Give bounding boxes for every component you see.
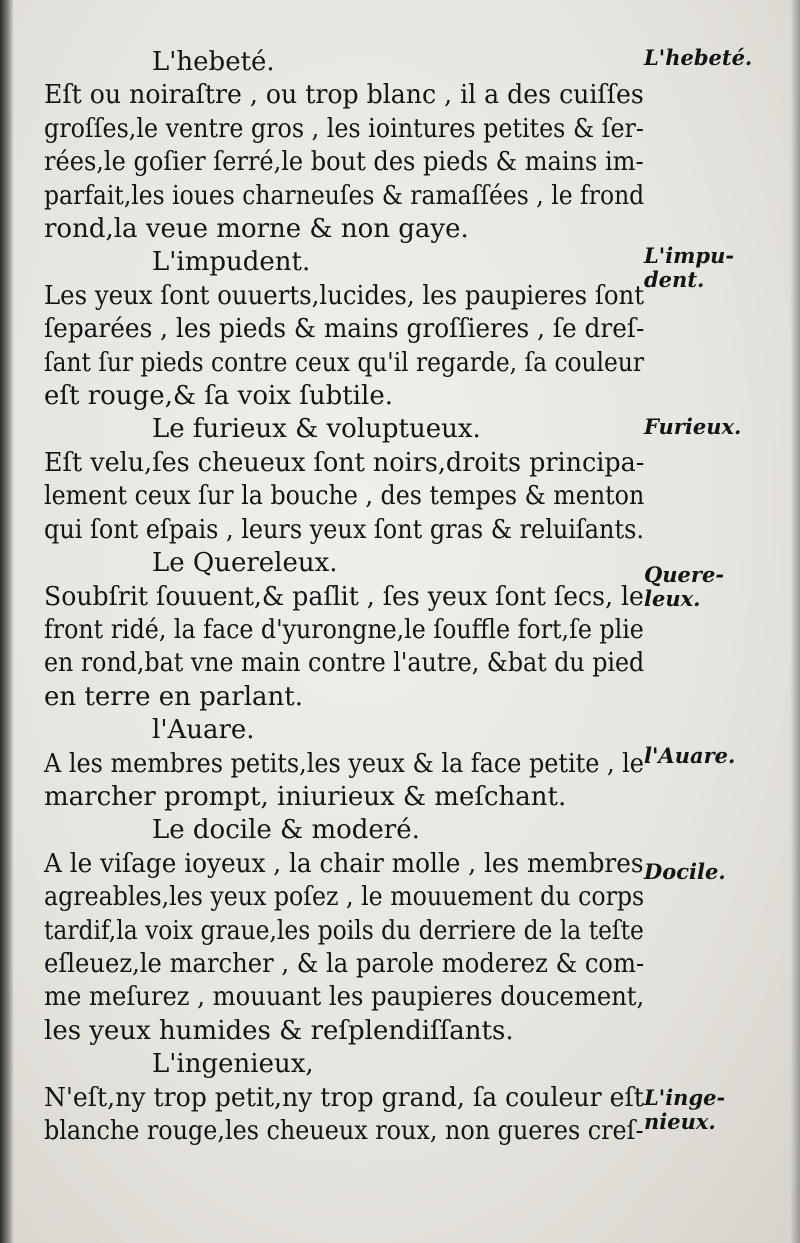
margin-note-furieux <box>644 415 794 439</box>
text-line: ſeparées , les pieds & mains groſſieres , ſe dreſ- <box>44 314 645 345</box>
margin-note-line: L'hebeté. <box>644 45 753 70</box>
margin-note-line: l'Auare. <box>644 743 736 768</box>
text-line: marcher prompt, iniurieux & meſchant. <box>44 781 567 812</box>
page-gutter-shadow <box>0 0 14 1243</box>
margin-note-line: Docile. <box>644 859 726 884</box>
entry-title: l'Auare. <box>152 715 255 746</box>
text-line: les yeux humides & reſplendiſſants. <box>44 1015 514 1046</box>
margin-note-impudent <box>644 244 794 292</box>
text-line: Eſt velu,ſes cheueux ſont noirs,droits principa- <box>44 447 645 478</box>
text-line: blanche rouge,les cheueux roux, non gueres creſ- <box>44 1116 644 1146</box>
entry-title: Le furieux & voluptueux. <box>152 414 481 445</box>
entry-title: Le Quereleux. <box>152 548 338 579</box>
entry-body <box>44 1082 644 1149</box>
text-line: Eſt ou noiraſtre , ou trop blanc , il a des cuiſſes <box>44 80 644 111</box>
entry-body <box>44 848 644 1048</box>
margin-note-line: L'impu- <box>644 243 735 268</box>
text-line: en rond,bat vne main contre l'autre, &bat du pied <box>44 648 645 679</box>
margin-note-line: dent. <box>644 267 705 292</box>
margin-note-line: Furieux. <box>644 414 742 439</box>
margin-note-hebete <box>644 46 794 70</box>
entry-title: L'ingenieux, <box>152 1049 314 1080</box>
entry-body <box>44 447 644 547</box>
text-line: en terre en parlant. <box>44 681 303 712</box>
text-line: rées,le goſier ſerré,le bout des pieds & mains im- <box>44 147 644 178</box>
text-line: eſt rouge,& ſa voix ſubtile. <box>44 381 393 412</box>
text-line: N'eſt,ny trop petit,ny trop grand, ſa couleur eſt <box>44 1082 644 1113</box>
text-line: ſant ſur pieds contre ceux qu'il regarde, ſa couleur <box>44 347 644 378</box>
text-line: agreables,les yeux poſez , le mouuement du corps <box>44 882 645 913</box>
text-line: A les membres petits,les yeux & la face petite , le <box>44 748 644 779</box>
text-line: A le viſage ioyeux , la chair molle , les membres <box>44 848 644 879</box>
entry-title: L'impudent. <box>152 247 311 278</box>
text-line: Soubſrit ſouuent,& paſlit , ſes yeux ſont ſecs, le <box>44 581 644 612</box>
margin-note-docile <box>644 860 794 884</box>
text-line: Les yeux ſont ouuerts,lucides, les paupieres ſont <box>44 280 645 311</box>
entry-body <box>44 79 644 246</box>
text-line: groſſes,le ventre gros , les iointures petites & ſer- <box>44 113 644 144</box>
text-line: me meſurez , mouuant les paupieres doucement, <box>44 982 645 1013</box>
entry-body <box>44 280 644 414</box>
text-line: tardif,la voix graue,les poils du derriere de la teſte <box>44 915 644 946</box>
margin-note-auare <box>644 744 794 768</box>
text-line: front ridé, la face d'yurongne,le ſouffle fort,ſe plie <box>44 614 644 645</box>
text-line: qui ſont eſpais , leurs yeux ſont gras & reluiſants. <box>44 514 644 545</box>
entry-title: L'hebeté. <box>152 47 275 77</box>
margin-note-ingenieux <box>644 1086 794 1134</box>
main-text <box>44 46 644 1148</box>
page-edge-shadow <box>790 0 800 1243</box>
text-line: parfait,les ioues charneuſes & ramaſſées , le frond <box>44 180 645 211</box>
text-line: lement ceux ſur la bouche , des tempes & menton <box>44 481 645 512</box>
margin-note-quereleux <box>644 563 794 611</box>
entry-body <box>44 581 644 715</box>
text-line: rond,la veue morne & non gaye. <box>44 214 469 245</box>
text-line: eſleuez,le marcher , & la parole moderez & com- <box>44 948 645 979</box>
margin-note-line: leux. <box>644 586 701 611</box>
margin-note-line: Quere- <box>644 562 725 587</box>
margin-note-line: L'inge- <box>644 1085 726 1110</box>
margin-note-line: nieux. <box>644 1109 716 1134</box>
entry-title: Le docile & moderé. <box>152 815 420 846</box>
entry-body <box>44 748 644 815</box>
